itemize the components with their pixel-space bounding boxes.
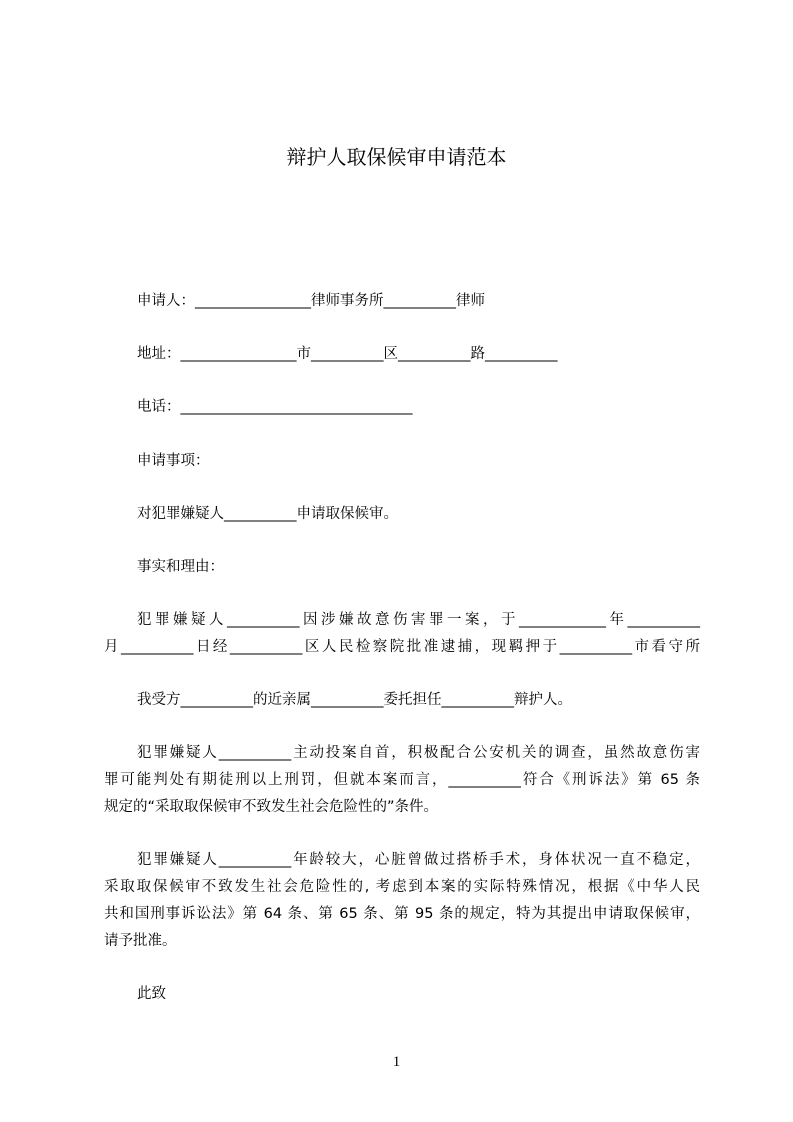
paragraph-4-line-2: 采取取保候审不致发生社会危险性的, 考虑到本案的实际特殊情况，根据《中华人民 xyxy=(104,879,700,895)
paragraph-4-line-3: 共和国刑事诉讼法》第 64 条、第 65 条、第 95 条的规定，特为其提出申请取保候审， xyxy=(104,906,700,922)
closing-salutation: 此致 xyxy=(137,986,166,1002)
paragraph-3-line-2: 罪可能判处有期徒刑以上刑罚，但就本案而言，__________符合《刑诉法》第 65 条 xyxy=(104,772,700,788)
applicant-line: 申请人：________________律师事务所__________律师 xyxy=(137,293,485,309)
paragraph-3-line-3: 规定的“采取取保候审不致发生社会危险性的”条件。 xyxy=(104,799,439,815)
paragraph-2: 我受方__________的近亲属__________委托担任__________辩护人。 xyxy=(137,692,572,708)
paragraph-1-line-2: 月__________日经__________区人民检察院批准逮捕，现羁押于__________市看守所 xyxy=(104,639,700,655)
phone-line: 电话：________________________________ xyxy=(137,399,413,415)
matters-heading: 申请事项： xyxy=(137,453,210,469)
document-title: 辩护人取保候审申请范本 xyxy=(286,145,507,169)
address-line: 地址：________________市__________区__________路__________ xyxy=(137,346,558,362)
page-number: 1 xyxy=(392,1054,401,1070)
paragraph-3-line-1: 犯罪嫌疑人__________主动投案自首，积极配合公安机关的调查，虽然故意伤害 xyxy=(137,745,700,761)
matters-text: 对犯罪嫌疑人__________申请取保候审。 xyxy=(137,506,398,522)
paragraph-1-line-1: 犯罪嫌疑人__________因涉嫌故意伤害罪一案，于____________年__________ xyxy=(137,612,700,628)
paragraph-4-line-1: 犯罪嫌疑人__________年龄较大，心脏曾做过搭桥手术，身体状况一直不稳定， xyxy=(137,852,700,868)
reasons-heading: 事实和理由： xyxy=(137,559,224,575)
paragraph-4-line-4: 请予批准。 xyxy=(104,933,177,949)
